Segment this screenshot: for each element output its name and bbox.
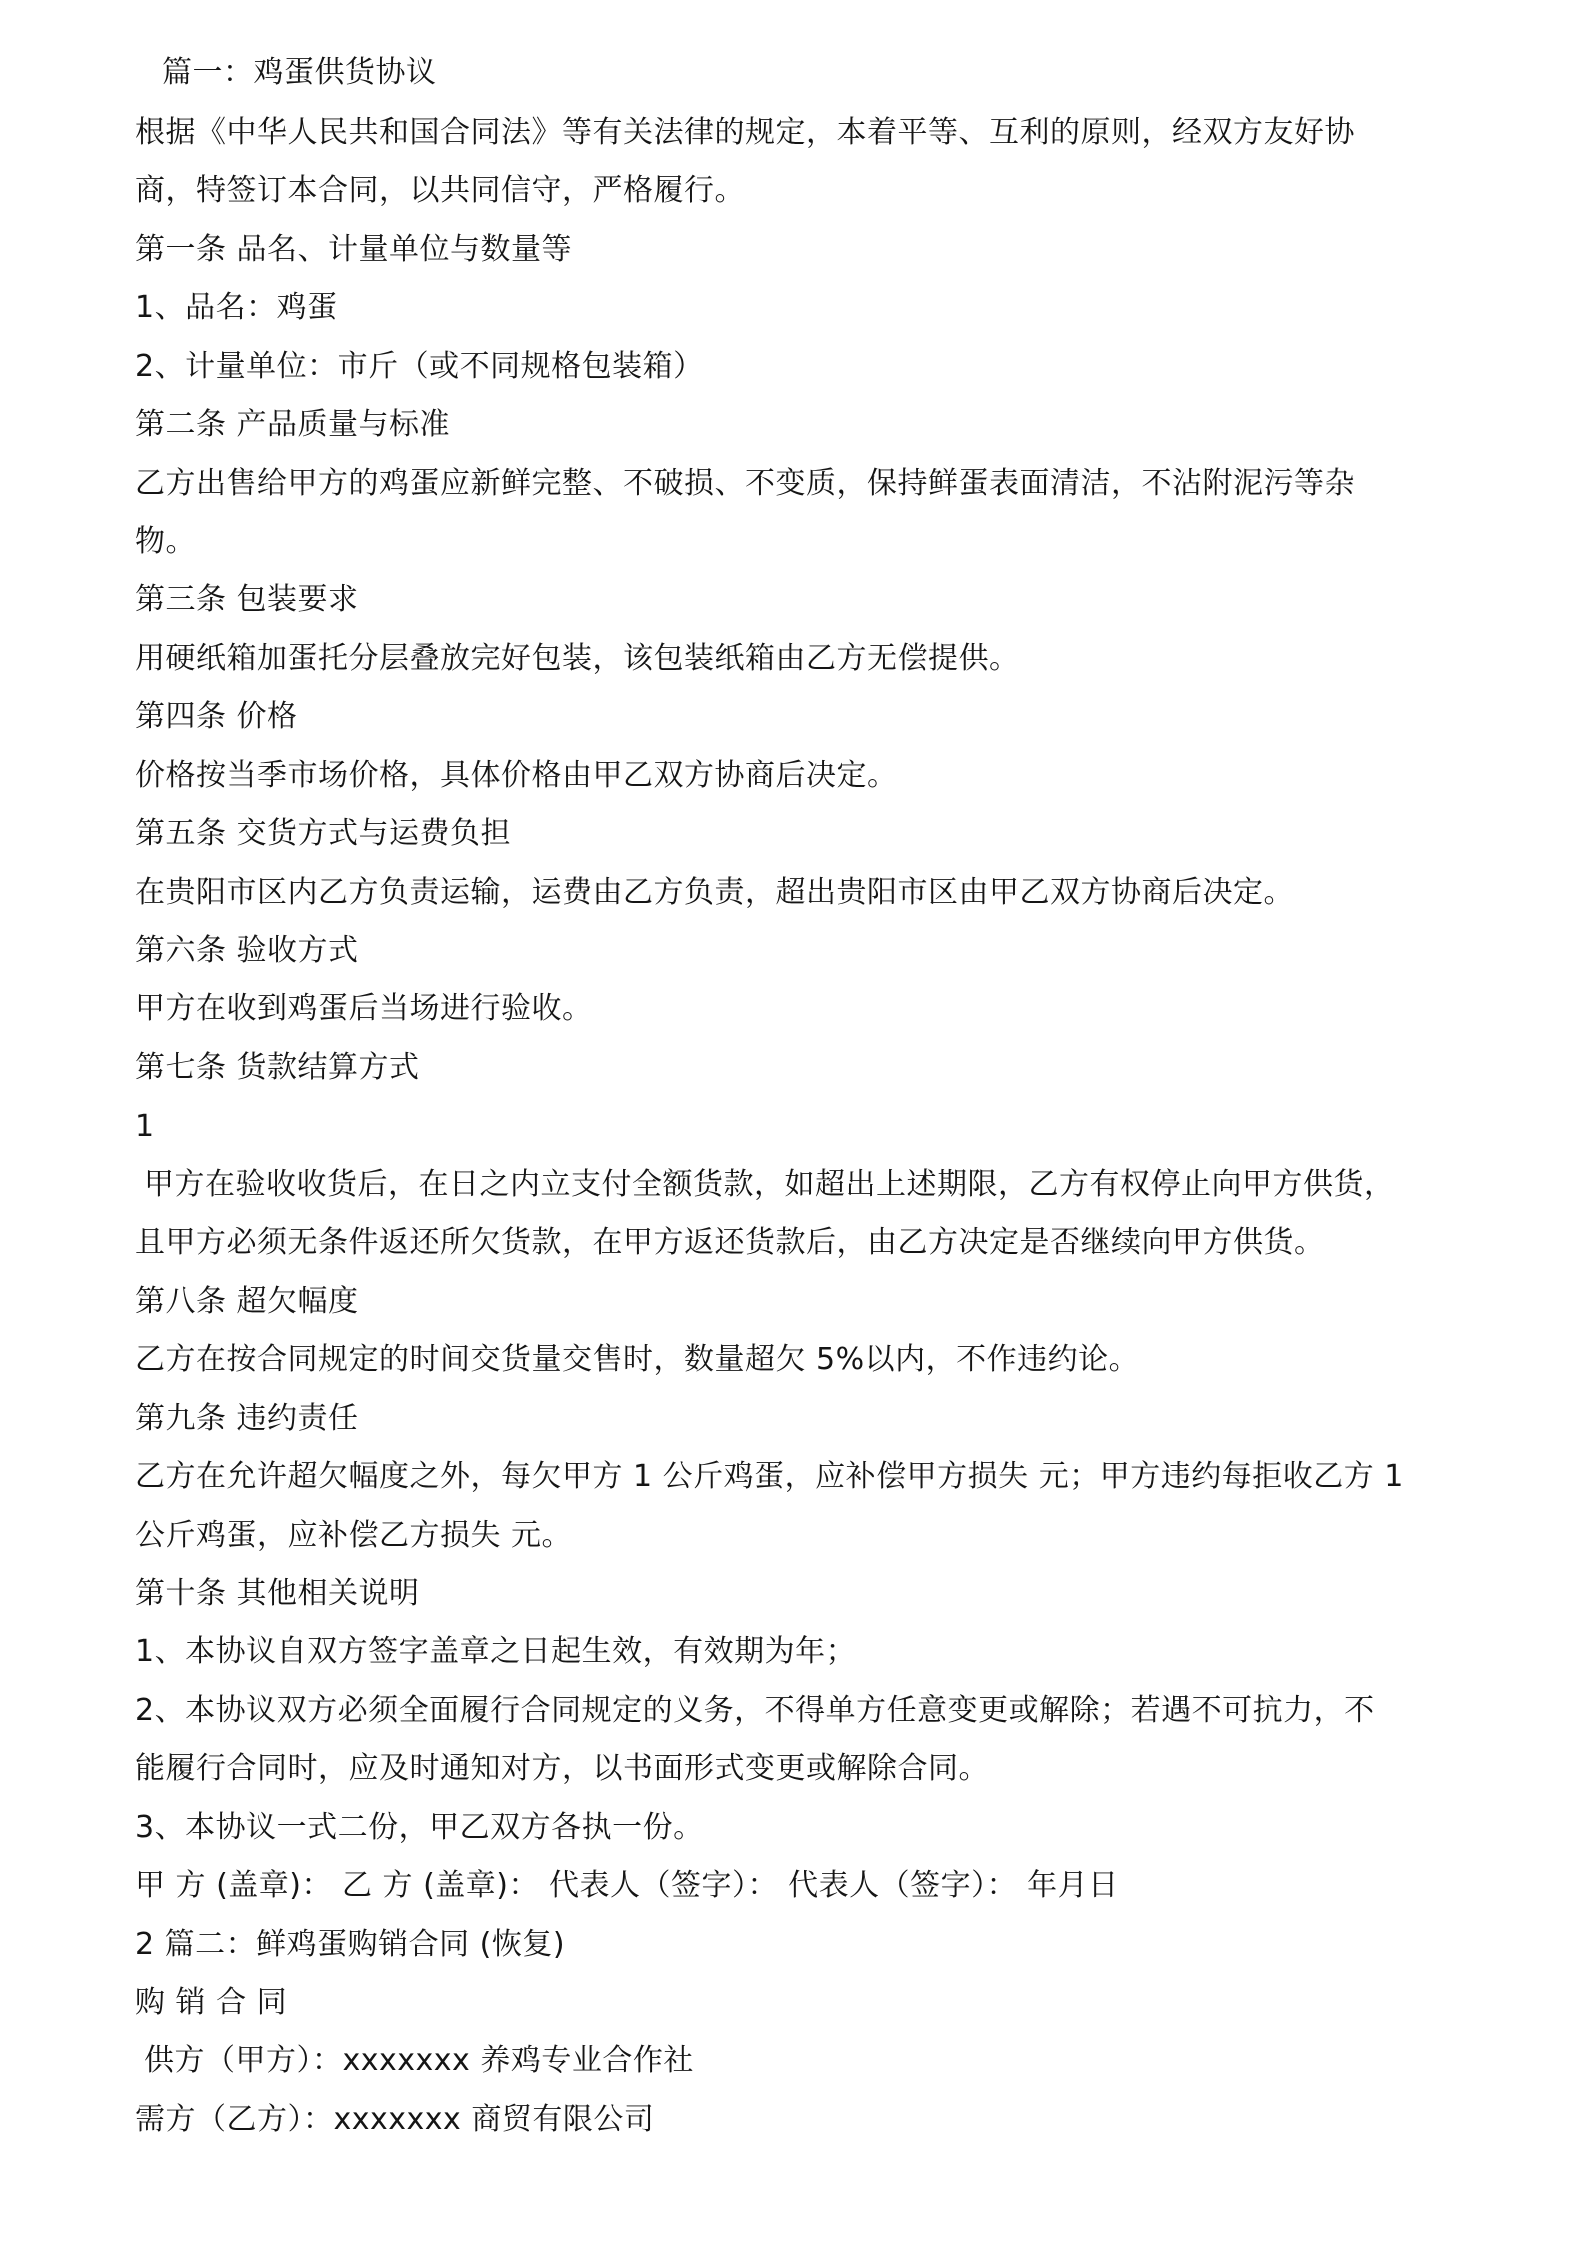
list-item: 1、品名：鸡蛋 [135,290,338,325]
article-heading: 第三条 包装要求 [135,582,359,617]
list-item: 2、本协议双方必须全面履行合同规定的义务，不得单方任意变更或解除；若遇不可抗力，不 [135,1693,1375,1728]
paragraph-line: 乙方在按合同规定的时间交货量交售时，数量超欠 5%以内，不作违约论。 [135,1342,1140,1377]
article-heading: 第九条 违约责任 [135,1401,359,1436]
paragraph-line: 价格按当季市场价格，具体价格由甲乙双方协商后决定。 [135,758,898,793]
section-title: 篇一：鸡蛋供货协议 [162,55,437,90]
paragraph-line: 甲方在验收收货后，在日之内立支付全额货款，如超出上述期限，乙方有权停止向甲方供货， [144,1167,1395,1202]
paragraph-line: 乙方出售给甲方的鸡蛋应新鲜完整、不破损、不变质，保持鲜蛋表面清洁，不沾附泥污等杂 [135,466,1355,501]
paragraph-line: 物。 [135,524,196,559]
paragraph-line: 根据《中华人民共和国合同法》等有关法律的规定，本着平等、互利的原则，经双方友好协 [135,115,1355,150]
article-heading: 第七条 货款结算方式 [135,1050,420,1085]
article-heading: 第五条 交货方式与运费负担 [135,816,512,851]
paragraph-line: 乙方在允许超欠幅度之外，每欠甲方 1 公斤鸡蛋，应补偿甲方损失 元；甲方违约每拒收乙方 1 [135,1459,1404,1494]
paragraph-line: 用硬纸箱加蛋托分层叠放完好包装，该包装纸箱由乙方无偿提供。 [135,641,1020,676]
paragraph-line: 商，特签订本合同，以共同信守，严格履行。 [135,173,745,208]
list-item: 1、本协议自双方签字盖章之日起生效，有效期为年； [135,1634,857,1669]
party-line: 需方（乙方）：xxxxxxx 商贸有限公司 [135,2102,655,2137]
paragraph-line: 公斤鸡蛋，应补偿乙方损失 元。 [135,1518,573,1553]
article-heading: 第一条 品名、计量单位与数量等 [135,232,573,267]
list-item: 3、本协议一式二份，甲乙双方各执一份。 [135,1810,704,1845]
article-heading: 第二条 产品质量与标准 [135,407,451,442]
contract-title: 购 销 合 同 [135,1985,288,2020]
article-heading: 第十条 其他相关说明 [135,1576,420,1611]
paragraph-line: 且甲方必须无条件返还所欠货款，在甲方返还货款后，由乙方决定是否继续向甲方供货。 [135,1225,1325,1260]
article-heading: 第八条 超欠幅度 [135,1284,359,1319]
list-item: 2、计量单位：市斤（或不同规格包装箱） [135,349,704,384]
section-title: 2 篇二：鲜鸡蛋购销合同 (恢复) [135,1927,566,1962]
paragraph-line: 能履行合同时，应及时通知对方，以书面形式变更或解除合同。 [135,1751,989,1786]
page-number: 1 [135,1109,155,1144]
paragraph-line: 甲方在收到鸡蛋后当场进行验收。 [135,991,593,1026]
paragraph-line: 在贵阳市区内乙方负责运输，运费由乙方负责，超出贵阳市区由甲乙双方协商后决定。 [135,875,1294,910]
signature-line: 甲 方 (盖章)： 乙 方 (盖章)： 代表人（签字）： 代表人（签字）： 年月日 [135,1868,1119,1903]
article-heading: 第六条 验收方式 [135,933,359,968]
article-heading: 第四条 价格 [135,699,298,734]
party-line: 供方（甲方）：xxxxxxx 养鸡专业合作社 [144,2043,694,2078]
